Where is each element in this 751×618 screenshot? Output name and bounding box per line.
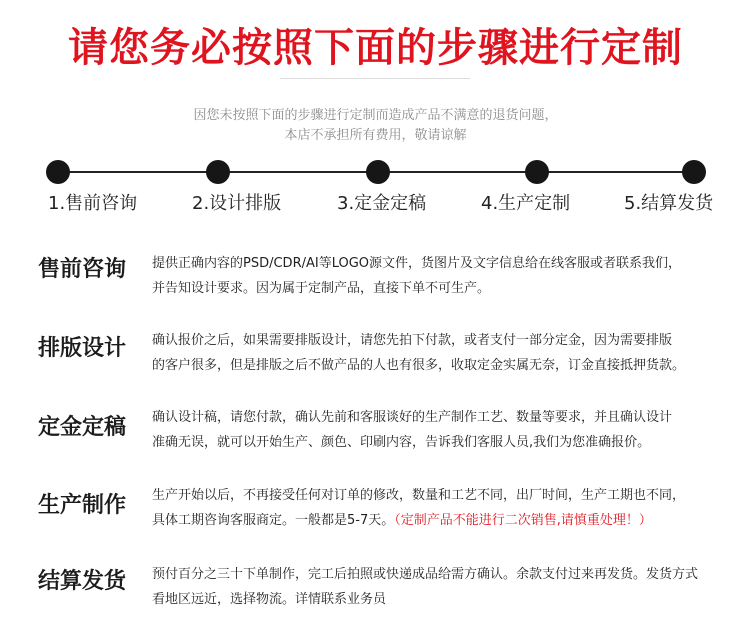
timeline-dot-3: [366, 160, 390, 184]
timeline-dot-2: [206, 160, 230, 184]
step-label-4: 4.生产定制: [481, 193, 571, 214]
section-body-settlement: [152, 562, 732, 612]
refund-notice-line-1: 因您未按照下面的步骤进行定制而造成产品不满意的退货问题，: [193, 108, 558, 123]
step-label-5: 5.结算发货: [624, 193, 714, 214]
refund-notice: [0, 106, 751, 146]
production-duration-text: 具体工期咨询客服商定。一般都是5-7天。: [152, 513, 395, 528]
section-line: 确认设计稿，请您付款，确认先前和客服谈好的生产制作工艺、数量等要求，并且确认设计: [152, 410, 673, 425]
section-heading-consult: 售前咨询: [38, 257, 127, 282]
title-underline: [280, 78, 470, 79]
step-label-2: 2.设计排版: [192, 193, 282, 214]
section-body-production: [152, 483, 732, 533]
section-line: 看地区远近，选择物流。详情联系业务员: [152, 592, 387, 607]
step-label-1: 1.售前咨询: [48, 193, 138, 214]
section-line: 的客户很多，但是排版之后不做产品的人也有很多，收取定金实属无奈，订金直接抵押货款。: [152, 358, 686, 373]
timeline-dot-1: [46, 160, 70, 184]
section-body-consult: [152, 251, 732, 301]
section-line: 并告知设计要求。因为属于定制产品，直接下单不可生产。: [152, 281, 491, 296]
section-heading-layout: 排版设计: [38, 336, 127, 361]
section-heading-production: 生产制作: [38, 493, 127, 518]
section-line: 预付百分之三十下单制作，完工后拍照或快递成品给需方确认。余款支付过来再发货。发货方式: [152, 567, 699, 582]
step-label-3: 3.定金定稿: [337, 193, 427, 214]
timeline-dot-4: [525, 160, 549, 184]
section-line: 准确无误，就可以开始生产、颜色、印刷内容，告诉我们客服人员,我们为您准确报价。: [152, 435, 651, 450]
resale-warning: （定制产品不能进行二次销售,请慎重处理！）: [394, 513, 652, 528]
timeline-dot-5: [682, 160, 706, 184]
section-line: 提供正确内容的PSD/CDR/AI等LOGO源文件，货图片及文字信息给在线客服或者联系我们，: [152, 256, 682, 271]
section-heading-deposit: 定金定稿: [38, 415, 127, 440]
section-heading-settlement: 结算发货: [38, 569, 127, 594]
section-body-layout: [152, 328, 732, 378]
page-title: 请您务必按照下面的步骤进行定制: [68, 25, 683, 71]
section-line: 生产开始以后，不再接受任何对订单的修改，数量和工艺不同，出厂时间，生产工期也不同，: [152, 488, 686, 503]
section-line: 确认报价之后，如果需要排版设计，请您先拍下付款，或者支付一部分定金，因为需要排版: [152, 333, 673, 348]
section-body-deposit: [152, 405, 732, 455]
refund-notice-line-2: 本店不承担所有费用，敬请谅解: [284, 128, 467, 143]
section-line: [152, 508, 732, 533]
